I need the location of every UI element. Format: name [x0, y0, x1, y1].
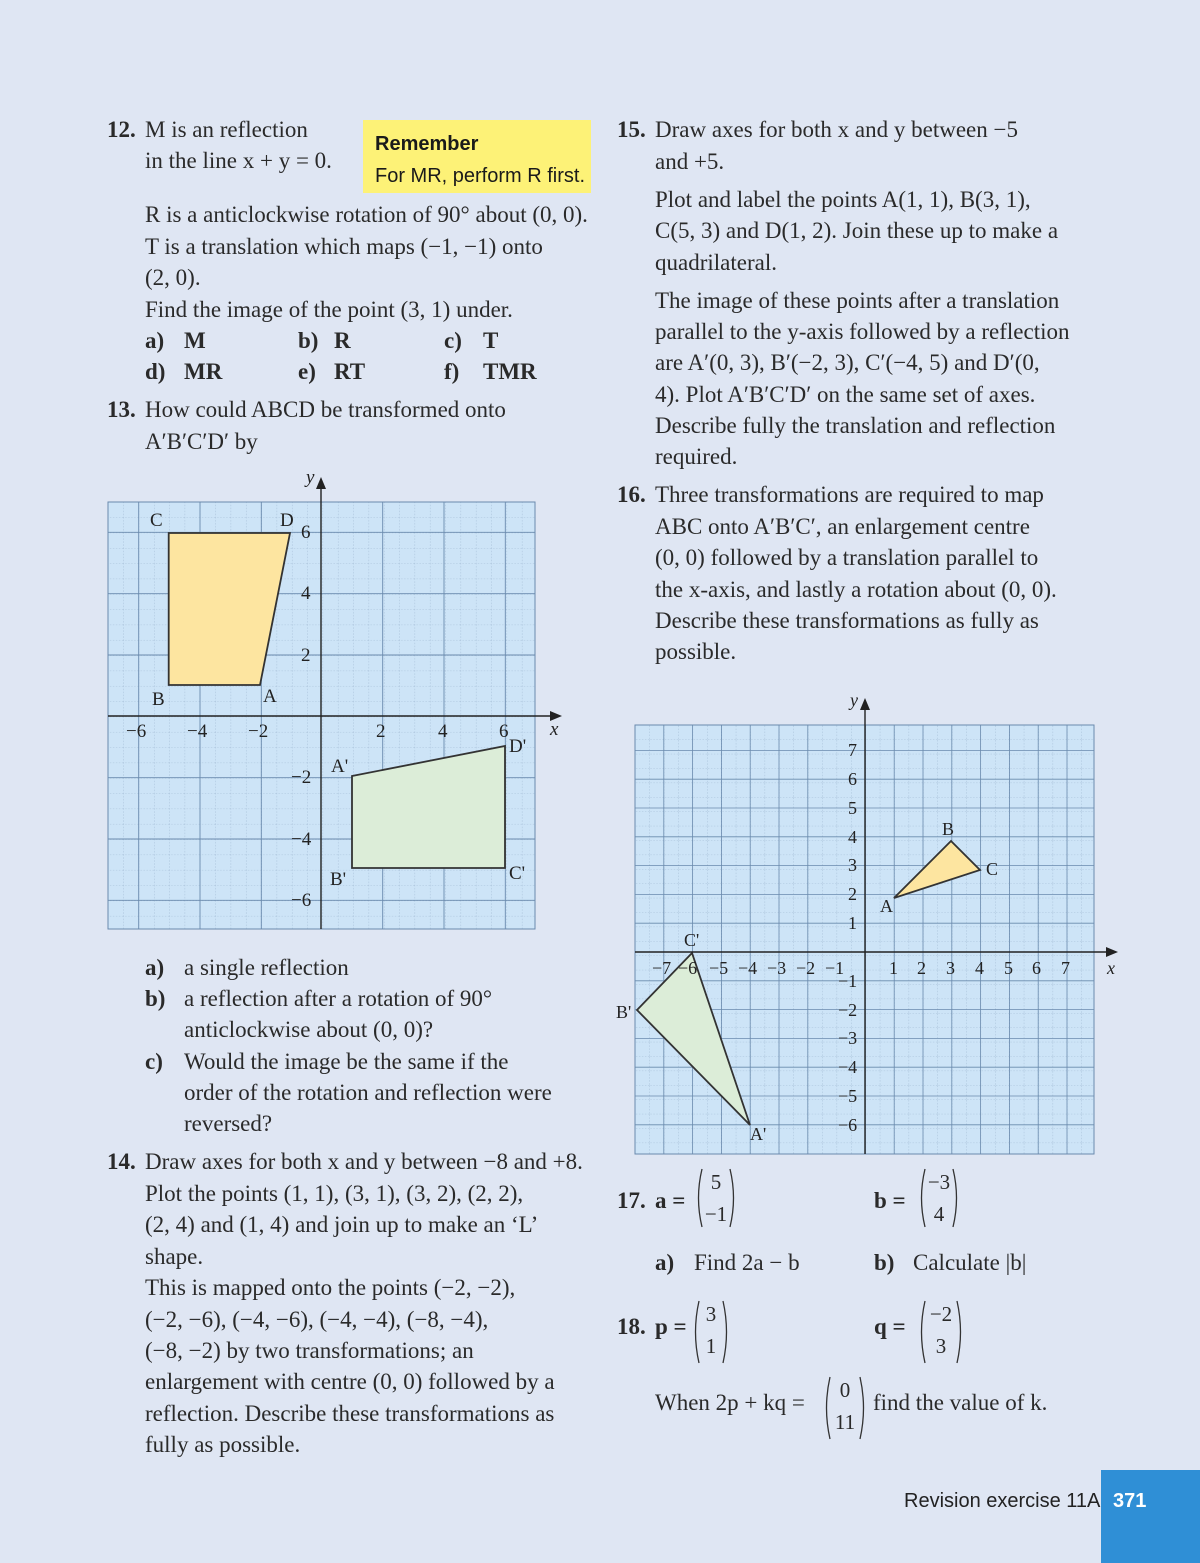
q15-para3-line: are A′(0, 3), B′(−2, 3), C′(−4, 5) and D′(0, — [655, 350, 1040, 375]
q12-part-b-value: R — [334, 328, 351, 353]
q13-part-a-label: a) — [145, 955, 165, 980]
q16-line: Describe these transformations as fully as — [655, 608, 1039, 633]
q18-q-top: −2 — [929, 1302, 953, 1326]
q17-b-name: b = — [874, 1188, 906, 1213]
q13-line1: How could ABCD be transformed onto — [145, 397, 506, 422]
q14-line: Plot the points (1, 1), (3, 1), (3, 2), (2, 2), — [145, 1181, 524, 1206]
q16-ytick: 1 — [848, 913, 857, 933]
q13-point-label: D' — [509, 736, 527, 757]
q12-part-f-label: f) — [444, 359, 460, 384]
q17-vector-b — [917, 1166, 961, 1230]
q17-a-name: a = — [655, 1188, 686, 1213]
q16-x-label: x — [1107, 958, 1115, 978]
q15-para2-line: Plot and label the points A(1, 1), B(3, 1), — [655, 187, 1031, 212]
q13-point-label: C' — [509, 863, 526, 884]
q14-line: Draw axes for both x and y between −8 and +8. — [145, 1149, 583, 1174]
q16-ytick: 4 — [848, 827, 857, 847]
q16-xtick: −6 — [678, 958, 698, 978]
q12-line1: M is an reflection — [145, 117, 308, 142]
q16-ytick: −6 — [838, 1115, 858, 1135]
q16-ytick: −2 — [838, 1000, 858, 1020]
q17-part-a-label: a) — [655, 1250, 675, 1275]
q16-ytick: −1 — [838, 971, 858, 991]
remember-box — [363, 120, 591, 193]
q13-ytick: −2 — [291, 767, 312, 788]
q13-x-label: x — [550, 719, 559, 740]
q18-p-bot: 1 — [705, 1334, 717, 1358]
q14-line: shape. — [145, 1244, 204, 1269]
q16-xtick: 1 — [889, 958, 898, 978]
q18-p-name: p = — [655, 1314, 687, 1339]
q13-xtick: 4 — [438, 721, 448, 742]
q17-part-b-text: Calculate |b| — [913, 1250, 1027, 1275]
q18-vector-q — [917, 1298, 965, 1366]
q16-xtick: −5 — [709, 958, 729, 978]
q13-point-label: A — [263, 686, 277, 707]
q14-line: (−8, −2) by two transformations; an — [145, 1338, 474, 1363]
q12-line2: in the line x + y = 0. — [145, 148, 332, 173]
q18-when-text: When 2p + kq = — [655, 1390, 805, 1415]
q14-line: reflection. Describe these transformations as — [145, 1401, 555, 1426]
q12-t-text2: (2, 0). — [145, 265, 201, 290]
q16-ytick: 2 — [848, 884, 857, 904]
q18-result-top: 0 — [839, 1378, 851, 1402]
section-title: Revision exercise 11A — [904, 1490, 1101, 1512]
q17-number: 17. — [617, 1188, 646, 1213]
q12-part-c-label: c) — [444, 328, 462, 353]
q15-number: 15. — [617, 117, 646, 142]
remember-text: For MR, perform R first. — [375, 165, 586, 187]
q13-part-b-label: b) — [145, 986, 166, 1011]
q12-part-c-value: T — [483, 328, 499, 353]
q16-ytick: −3 — [838, 1028, 858, 1048]
q13-point-label: B — [152, 689, 165, 710]
q15-para3-line: parallel to the y-axis followed by a reflection — [655, 319, 1070, 344]
q12-part-a-value: M — [184, 328, 206, 353]
remember-title: Remember — [375, 133, 479, 155]
q12-t-text1: T is a translation which maps (−1, −1) onto — [145, 234, 543, 259]
q18-number: 18. — [617, 1314, 646, 1339]
q15-para3-line: Describe fully the translation and reflection — [655, 413, 1056, 438]
q15-line: Draw axes for both x and y between −5 — [655, 117, 1018, 142]
q13-point-label: B' — [330, 869, 347, 890]
q16-xtick: 2 — [917, 958, 926, 978]
q16-graph — [610, 688, 1130, 1158]
q14-line: enlargement with centre (0, 0) followed by a — [145, 1369, 555, 1394]
q13-ytick: 6 — [301, 522, 311, 543]
q17-part-a-text: Find 2a − b — [694, 1250, 800, 1275]
q16-xtick: 3 — [946, 958, 955, 978]
q17-a-top: 5 — [710, 1170, 722, 1194]
q16-xtick: 4 — [975, 958, 984, 978]
q16-y-label: y — [850, 690, 858, 710]
q13-point-label: D — [280, 510, 294, 531]
q12-part-e-label: e) — [298, 359, 316, 384]
q13-part-b-text2: anticlockwise about (0, 0)? — [184, 1017, 434, 1042]
q12-number: 12. — [107, 117, 136, 142]
q14-line: (−2, −6), (−4, −6), (−4, −4), (−8, −4), — [145, 1307, 489, 1332]
q17-b-top: −3 — [927, 1170, 951, 1194]
q13-point-label: C — [150, 510, 163, 531]
q13-y-label: y — [306, 467, 315, 488]
q17-b-bot: 4 — [933, 1202, 945, 1226]
q16-x-arrow — [1106, 947, 1118, 957]
q13-ytick: −4 — [291, 829, 312, 850]
q14-number: 14. — [107, 1149, 136, 1174]
q12-part-d-label: d) — [145, 359, 166, 384]
q18-q-bot: 3 — [935, 1334, 947, 1358]
q13-xtick: −6 — [126, 721, 147, 742]
q16-line: (0, 0) followed by a translation parallel to — [655, 545, 1039, 570]
q13-part-c-text1: Would the image be the same if the — [184, 1049, 509, 1074]
q18-p-top: 3 — [705, 1302, 717, 1326]
q16-point-label: C — [986, 859, 999, 879]
q13-ytick: 4 — [301, 583, 311, 604]
q13-part-c-label: c) — [145, 1049, 163, 1074]
q14-line: (2, 4) and (1, 4) and join up to make an ‘L’ — [145, 1212, 539, 1237]
q15-para2-line: quadrilateral. — [655, 250, 777, 275]
page-number-box — [1101, 1470, 1200, 1563]
q17-part-b-label: b) — [874, 1250, 895, 1275]
q12-part-f-value: TMR — [483, 359, 537, 384]
q13-xtick: 6 — [499, 721, 509, 742]
q15-para3-line: required. — [655, 444, 738, 469]
q14-line: fully as possible. — [145, 1432, 301, 1457]
q16-point-label: A — [880, 896, 893, 916]
q13-y-arrow — [316, 477, 326, 489]
q16-xtick: −7 — [652, 958, 672, 978]
q13-ytick: 2 — [301, 645, 311, 666]
q13-xtick: −4 — [187, 721, 208, 742]
q14-line: This is mapped onto the points (−2, −2), — [145, 1275, 516, 1300]
q13-point-label: A' — [331, 756, 349, 777]
q18-result-bot: 11 — [834, 1410, 856, 1434]
q13-part-c-text3: reversed? — [184, 1111, 273, 1136]
q13-part-b-text1: a reflection after a rotation of 90° — [184, 986, 493, 1011]
q16-ytick: −4 — [838, 1057, 858, 1077]
q18-find-text: find the value of k. — [873, 1390, 1048, 1415]
q16-line: the x-axis, and lastly a rotation about (0, 0). — [655, 577, 1057, 602]
q18-vector-result — [823, 1374, 867, 1442]
q16-point-label: B' — [616, 1002, 632, 1022]
q12-r-text: R is a anticlockwise rotation of 90° about (0, 0). — [145, 202, 588, 227]
q15-para3-line: 4). Plot A′B′C′D′ on the same set of axes. — [655, 382, 1036, 407]
q18-vector-p — [692, 1298, 730, 1366]
q18-q-name: q = — [874, 1314, 906, 1339]
q15-para3-line: The image of these points after a translation — [655, 288, 1060, 313]
q13-part-a-text: a single reflection — [184, 955, 349, 980]
q16-xtick: −1 — [825, 958, 845, 978]
q16-y-arrow — [860, 698, 870, 710]
q16-point-label: B — [942, 819, 955, 839]
q16-xtick: 6 — [1032, 958, 1041, 978]
q13-line2: A′B′C′D′ by — [145, 429, 258, 454]
q16-xtick: 5 — [1004, 958, 1013, 978]
q16-ytick: 5 — [848, 798, 857, 818]
q12-part-b-label: b) — [298, 328, 319, 353]
q13-xtick: 2 — [376, 721, 386, 742]
q16-line: ABC onto A′B′C′, an enlargement centre — [655, 514, 1030, 539]
q16-xtick: −2 — [796, 958, 816, 978]
page-number: 371 — [1113, 1490, 1147, 1512]
q16-line: Three transformations are required to map — [655, 482, 1044, 507]
q17-a-bot: −1 — [704, 1202, 728, 1226]
q13-xtick: −2 — [248, 721, 269, 742]
q16-number: 16. — [617, 482, 646, 507]
q15-para2-line: C(5, 3) and D(1, 2). Join these up to make a — [655, 218, 1059, 243]
q16-xtick: 7 — [1061, 958, 1070, 978]
q13-ytick: −6 — [291, 890, 312, 911]
q12-part-d-value: MR — [184, 359, 223, 384]
q16-point-label: C' — [684, 930, 700, 950]
q16-ytick: −5 — [838, 1086, 858, 1106]
q12-find: Find the image of the point (3, 1) under. — [145, 297, 513, 322]
q16-line: possible. — [655, 639, 737, 664]
q16-point-label: A' — [750, 1124, 767, 1144]
q17-vector-a — [694, 1166, 738, 1230]
q16-xtick: −3 — [767, 958, 787, 978]
q12-part-a-label: a) — [145, 328, 165, 353]
q16-ytick: 3 — [848, 855, 857, 875]
q12-part-e-value: RT — [334, 359, 366, 384]
q16-ytick: 6 — [848, 769, 857, 789]
q16-xtick: −4 — [738, 958, 758, 978]
q13-part-c-text2: order of the rotation and reflection were — [184, 1080, 552, 1105]
q13-graph — [100, 465, 580, 940]
q15-line: and +5. — [655, 149, 725, 174]
q13-number: 13. — [107, 397, 136, 422]
q16-ytick: 7 — [848, 740, 857, 760]
